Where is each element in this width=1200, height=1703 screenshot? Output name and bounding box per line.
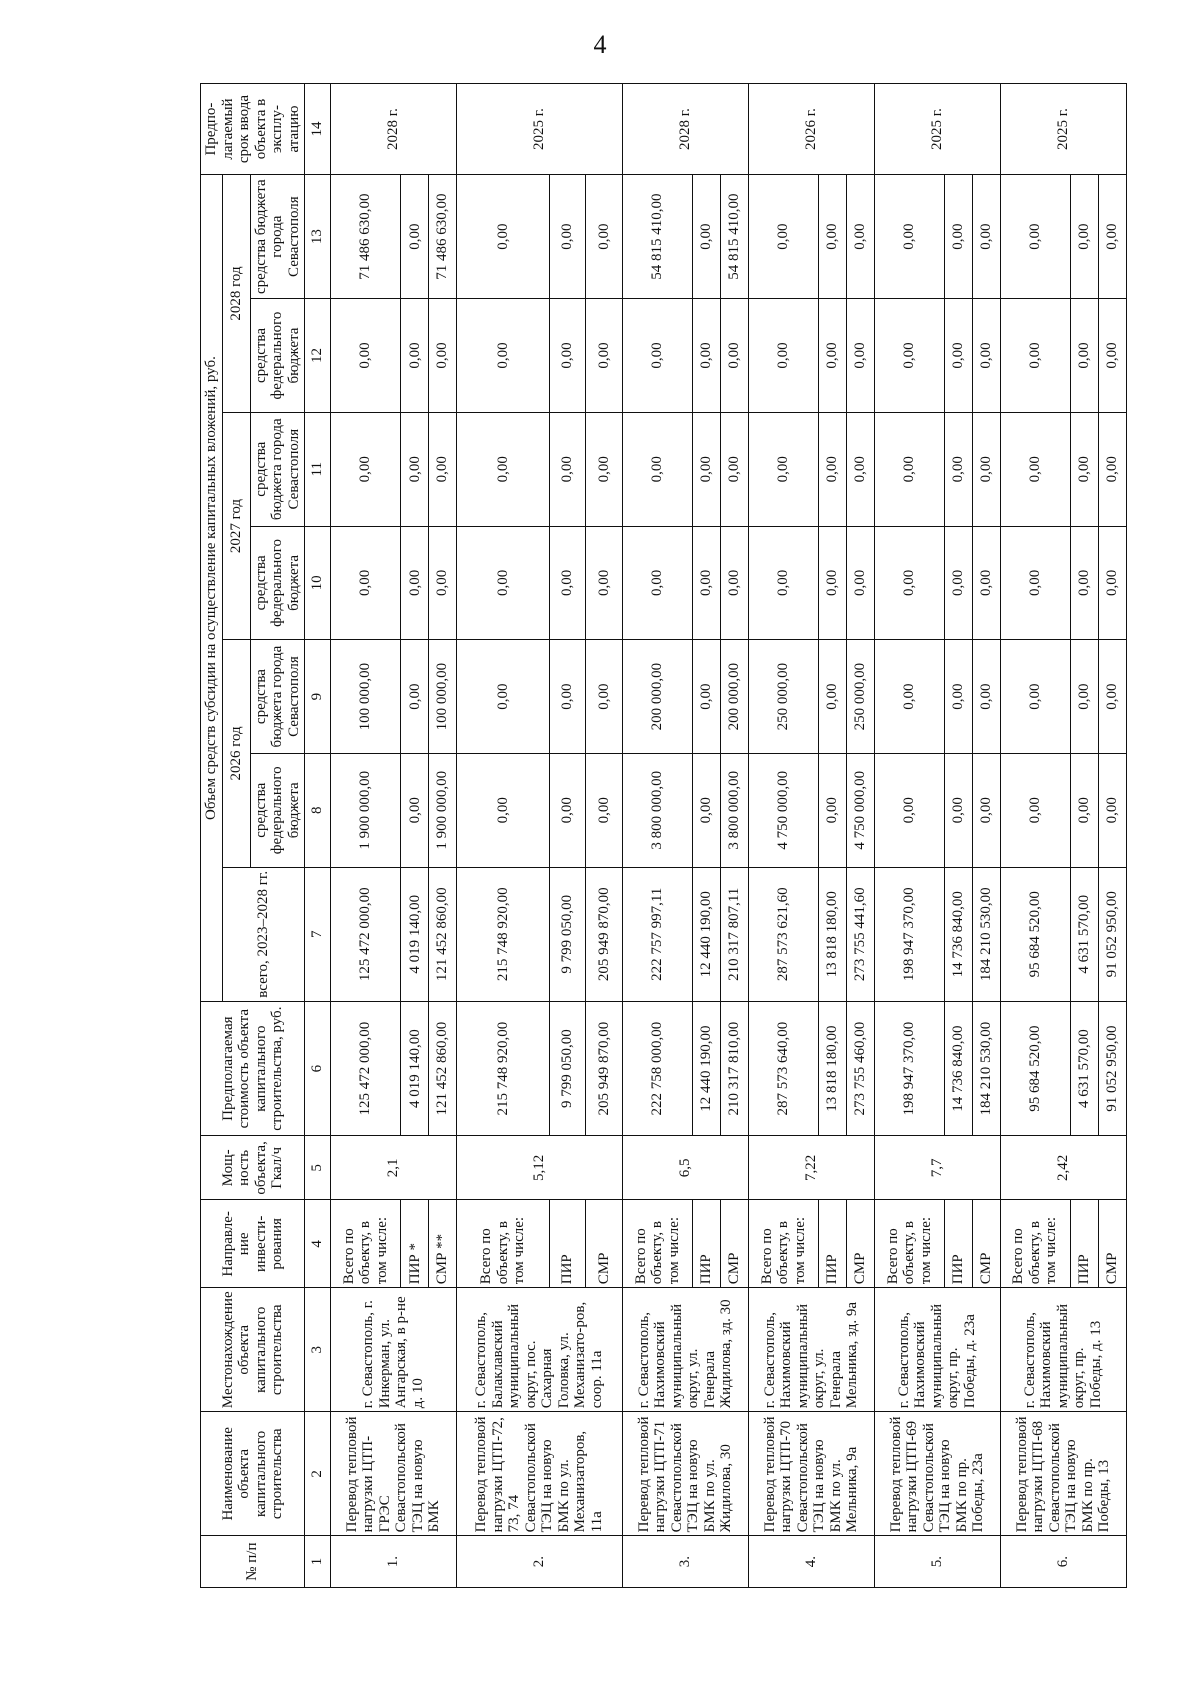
investment-direction-cell: Всего по объекту, в том числе: bbox=[748, 1200, 818, 1288]
table-row bbox=[622, 84, 692, 1588]
header-num: № п/п bbox=[201, 1536, 305, 1588]
object-number-cell: 2. bbox=[456, 1536, 622, 1588]
object-location-cell: г. Севастополь, Нахимовский муниципальный округ, ул. Генерала Жидилова, зд. 30 bbox=[622, 1288, 748, 1412]
investment-direction-cell: Всего по объекту, в том числе: bbox=[1000, 1200, 1070, 1288]
city-2027-cell: 0,00 bbox=[549, 412, 586, 526]
cost-cell: 198 947 370,00 bbox=[874, 1001, 944, 1135]
fed-2027-cell: 0,00 bbox=[1070, 526, 1098, 640]
total-cell: 4 019 140,00 bbox=[401, 867, 429, 1001]
city-2027-cell: 0,00 bbox=[1098, 412, 1126, 526]
capital-investment-table bbox=[200, 83, 1127, 1588]
city-2026-cell: 250 000,00 bbox=[846, 640, 874, 754]
header-fed-2026: средства федерального бюджета bbox=[250, 753, 305, 867]
city-2028-cell: 54 815 410,00 bbox=[720, 175, 748, 299]
commissioning-term-cell: 2028 г. bbox=[331, 84, 457, 175]
city-2026-cell: 0,00 bbox=[586, 640, 623, 754]
col-index: 9 bbox=[305, 640, 331, 754]
investment-direction-cell: ПИР bbox=[944, 1200, 972, 1288]
fed-2026-cell: 1 900 000,00 bbox=[429, 753, 457, 867]
object-power-cell: 2,1 bbox=[331, 1136, 457, 1200]
object-power-cell: 6,5 bbox=[622, 1136, 748, 1200]
city-2027-cell: 0,00 bbox=[819, 412, 847, 526]
header-year-2028: 2028 год bbox=[222, 175, 250, 413]
commissioning-term-cell: 2025 г. bbox=[1000, 84, 1126, 175]
fed-2028-cell: 0,00 bbox=[429, 299, 457, 413]
city-2026-cell: 200 000,00 bbox=[720, 640, 748, 754]
header-city-2028: средства бюджета города Севастополя bbox=[250, 175, 305, 299]
city-2027-cell: 0,00 bbox=[693, 412, 721, 526]
city-2026-cell: 0,00 bbox=[693, 640, 721, 754]
total-cell: 198 947 370,00 bbox=[874, 867, 944, 1001]
fed-2026-cell: 0,00 bbox=[1098, 753, 1126, 867]
fed-2028-cell: 0,00 bbox=[331, 299, 401, 413]
col-index: 4 bbox=[305, 1200, 331, 1288]
table-rotated-wrapper bbox=[200, 83, 1120, 1588]
fed-2026-cell: 0,00 bbox=[972, 753, 1000, 867]
object-number-cell: 1. bbox=[331, 1536, 457, 1588]
col-index: 11 bbox=[305, 412, 331, 526]
total-cell: 273 755 441,60 bbox=[846, 867, 874, 1001]
total-cell: 184 210 530,00 bbox=[972, 867, 1000, 1001]
total-cell: 9 799 050,00 bbox=[549, 867, 586, 1001]
col-index: 7 bbox=[305, 867, 331, 1001]
fed-2026-cell: 0,00 bbox=[1000, 753, 1070, 867]
fed-2027-cell: 0,00 bbox=[331, 526, 401, 640]
fed-2026-cell: 0,00 bbox=[693, 753, 721, 867]
total-cell: 91 052 950,00 bbox=[1098, 867, 1126, 1001]
city-2026-cell: 250 000,00 bbox=[748, 640, 818, 754]
fed-2027-cell: 0,00 bbox=[819, 526, 847, 640]
city-2027-cell: 0,00 bbox=[972, 412, 1000, 526]
cost-cell: 125 472 000,00 bbox=[331, 1001, 401, 1135]
object-name-cell: Перевод тепловой нагрузки ЦТП-69 Севастопольской ТЭЦ на новую БМК по пр. Победы, 23а bbox=[874, 1412, 1000, 1536]
total-cell: 222 757 997,11 bbox=[622, 867, 692, 1001]
fed-2027-cell: 0,00 bbox=[846, 526, 874, 640]
table-row bbox=[874, 84, 944, 1588]
object-name-cell: Перевод тепловой нагрузки ЦТП-ГРЭС Севастопольской ТЭЦ на новую БМК bbox=[331, 1412, 457, 1536]
fed-2027-cell: 0,00 bbox=[748, 526, 818, 640]
city-2027-cell: 0,00 bbox=[456, 412, 549, 526]
header-location: Местонахождение объекта капитального строительства bbox=[201, 1288, 305, 1412]
city-2027-cell: 0,00 bbox=[748, 412, 818, 526]
fed-2028-cell: 0,00 bbox=[1098, 299, 1126, 413]
header-fed-2027: средства федерального бюджета bbox=[250, 526, 305, 640]
city-2028-cell: 0,00 bbox=[1070, 175, 1098, 299]
fed-2027-cell: 0,00 bbox=[944, 526, 972, 640]
fed-2027-cell: 0,00 bbox=[456, 526, 549, 640]
commissioning-term-cell: 2026 г. bbox=[748, 84, 874, 175]
city-2028-cell: 0,00 bbox=[586, 175, 623, 299]
fed-2027-cell: 0,00 bbox=[972, 526, 1000, 640]
total-cell: 13 818 180,00 bbox=[819, 867, 847, 1001]
city-2027-cell: 0,00 bbox=[622, 412, 692, 526]
object-name-cell: Перевод тепловой нагрузки ЦТП-71 Севастопольской ТЭЦ на новую БМК по ул. Жидилова, 30 bbox=[622, 1412, 748, 1536]
investment-direction-cell: ПИР bbox=[1070, 1200, 1098, 1288]
header-city-2026: средства бюджета города Севастополя bbox=[250, 640, 305, 754]
city-2028-cell: 0,00 bbox=[819, 175, 847, 299]
total-cell: 210 317 807,11 bbox=[720, 867, 748, 1001]
fed-2028-cell: 0,00 bbox=[972, 299, 1000, 413]
fed-2026-cell: 1 900 000,00 bbox=[331, 753, 401, 867]
fed-2028-cell: 0,00 bbox=[401, 299, 429, 413]
total-cell: 12 440 190,00 bbox=[693, 867, 721, 1001]
cost-cell: 205 949 870,00 bbox=[586, 1001, 623, 1135]
object-location-cell: г. Севастополь, Нахимовский муниципальный округ, пр. Победы, д. 13 bbox=[1000, 1288, 1126, 1412]
cost-cell: 13 818 180,00 bbox=[819, 1001, 847, 1135]
city-2028-cell: 0,00 bbox=[748, 175, 818, 299]
commissioning-term-cell: 2025 г. bbox=[456, 84, 622, 175]
total-cell: 125 472 000,00 bbox=[331, 867, 401, 1001]
cost-cell: 210 317 810,00 bbox=[720, 1001, 748, 1135]
city-2026-cell: 0,00 bbox=[874, 640, 944, 754]
object-location-cell: г. Севастополь, г. Инкерман, ул. Ангарская, в р-не д. 10 bbox=[331, 1288, 457, 1412]
city-2028-cell: 71 486 630,00 bbox=[429, 175, 457, 299]
header-term: Предпо-лагаемый срок ввода объекта в эксплу-атацию bbox=[201, 84, 305, 175]
city-2026-cell: 0,00 bbox=[1098, 640, 1126, 754]
col-index: 6 bbox=[305, 1001, 331, 1135]
cost-cell: 14 736 840,00 bbox=[944, 1001, 972, 1135]
cost-cell: 4 631 570,00 bbox=[1070, 1001, 1098, 1135]
city-2028-cell: 0,00 bbox=[846, 175, 874, 299]
investment-direction-cell: Всего по объекту, в том числе: bbox=[874, 1200, 944, 1288]
header-cost: Предполагаемая стоимость объекта капитального строительства, руб. bbox=[201, 1001, 305, 1135]
fed-2027-cell: 0,00 bbox=[549, 526, 586, 640]
investment-direction-cell: СМР ** bbox=[429, 1200, 457, 1288]
city-2026-cell: 0,00 bbox=[456, 640, 549, 754]
city-2027-cell: 0,00 bbox=[944, 412, 972, 526]
fed-2028-cell: 0,00 bbox=[944, 299, 972, 413]
fed-2026-cell: 3 800 000,00 bbox=[720, 753, 748, 867]
city-2028-cell: 54 815 410,00 bbox=[622, 175, 692, 299]
col-index: 8 bbox=[305, 753, 331, 867]
fed-2026-cell: 0,00 bbox=[1070, 753, 1098, 867]
fed-2028-cell: 0,00 bbox=[622, 299, 692, 413]
col-index: 3 bbox=[305, 1288, 331, 1412]
col-index: 12 bbox=[305, 299, 331, 413]
cost-cell: 273 755 460,00 bbox=[846, 1001, 874, 1135]
fed-2027-cell: 0,00 bbox=[1000, 526, 1070, 640]
total-cell: 287 573 621,60 bbox=[748, 867, 818, 1001]
fed-2028-cell: 0,00 bbox=[693, 299, 721, 413]
city-2028-cell: 0,00 bbox=[1098, 175, 1126, 299]
city-2026-cell: 0,00 bbox=[401, 640, 429, 754]
city-2028-cell: 0,00 bbox=[693, 175, 721, 299]
object-power-cell: 7,22 bbox=[748, 1136, 874, 1200]
total-cell: 4 631 570,00 bbox=[1070, 867, 1098, 1001]
commissioning-term-cell: 2028 г. bbox=[622, 84, 748, 175]
fed-2027-cell: 0,00 bbox=[622, 526, 692, 640]
header-year-2027: 2027 год bbox=[222, 412, 250, 639]
object-name-cell: Перевод тепловой нагрузки ЦТП-68 Севастопольской ТЭЦ на новую БМК по пр. Победы, 13 bbox=[1000, 1412, 1126, 1536]
fed-2028-cell: 0,00 bbox=[456, 299, 549, 413]
city-2026-cell: 100 000,00 bbox=[331, 640, 401, 754]
fed-2028-cell: 0,00 bbox=[846, 299, 874, 413]
investment-direction-cell: СМР bbox=[846, 1200, 874, 1288]
commissioning-term-cell: 2025 г. bbox=[874, 84, 1000, 175]
total-cell: 95 684 520,00 bbox=[1000, 867, 1070, 1001]
investment-direction-cell: СМР bbox=[972, 1200, 1000, 1288]
cost-cell: 222 758 000,00 bbox=[622, 1001, 692, 1135]
header-fed-2028: средства федерального бюджета bbox=[250, 299, 305, 413]
header-year-2026: 2026 год bbox=[222, 640, 250, 867]
object-name-cell: Перевод тепловой нагрузки ЦТП-70 Севастопольской ТЭЦ на новую БМК по ул. Мельника, 9а bbox=[748, 1412, 874, 1536]
investment-direction-cell: СМР bbox=[720, 1200, 748, 1288]
city-2027-cell: 0,00 bbox=[401, 412, 429, 526]
header-volume: Объем средств субсидии на осуществление капитальных вложений, руб. bbox=[201, 175, 223, 1002]
city-2028-cell: 0,00 bbox=[1000, 175, 1070, 299]
col-index: 13 bbox=[305, 175, 331, 299]
investment-direction-cell: ПИР bbox=[549, 1200, 586, 1288]
city-2028-cell: 0,00 bbox=[456, 175, 549, 299]
col-index: 1 bbox=[305, 1536, 331, 1588]
city-2027-cell: 0,00 bbox=[586, 412, 623, 526]
city-2027-cell: 0,00 bbox=[846, 412, 874, 526]
total-cell: 205 949 870,00 bbox=[586, 867, 623, 1001]
object-power-cell: 2,42 bbox=[1000, 1136, 1126, 1200]
fed-2027-cell: 0,00 bbox=[429, 526, 457, 640]
city-2028-cell: 0,00 bbox=[874, 175, 944, 299]
city-2026-cell: 0,00 bbox=[1000, 640, 1070, 754]
investment-direction-cell: СМР bbox=[1098, 1200, 1126, 1288]
cost-cell: 121 452 860,00 bbox=[429, 1001, 457, 1135]
cost-cell: 287 573 640,00 bbox=[748, 1001, 818, 1135]
header-total: всего, 2023–2028 гг. bbox=[222, 867, 305, 1001]
column-index-row bbox=[305, 84, 331, 1588]
object-location-cell: г. Севастополь, Нахимовский муниципальный округ, пр. Победы, д. 23а bbox=[874, 1288, 1000, 1412]
city-2026-cell: 0,00 bbox=[944, 640, 972, 754]
fed-2027-cell: 0,00 bbox=[1098, 526, 1126, 640]
city-2026-cell: 0,00 bbox=[819, 640, 847, 754]
city-2026-cell: 200 000,00 bbox=[622, 640, 692, 754]
city-2026-cell: 0,00 bbox=[549, 640, 586, 754]
total-cell: 215 748 920,00 bbox=[456, 867, 549, 1001]
cost-cell: 12 440 190,00 bbox=[693, 1001, 721, 1135]
city-2027-cell: 0,00 bbox=[331, 412, 401, 526]
investment-direction-cell: ПИР * bbox=[401, 1200, 429, 1288]
table-row bbox=[748, 84, 818, 1588]
fed-2027-cell: 0,00 bbox=[401, 526, 429, 640]
fed-2026-cell: 0,00 bbox=[456, 753, 549, 867]
fed-2026-cell: 0,00 bbox=[586, 753, 623, 867]
page-number: 4 bbox=[593, 30, 607, 59]
cost-cell: 95 684 520,00 bbox=[1000, 1001, 1070, 1135]
city-2027-cell: 0,00 bbox=[874, 412, 944, 526]
header-power: Мощ-ность объекта, Гкал/ч bbox=[201, 1136, 305, 1200]
fed-2026-cell: 0,00 bbox=[944, 753, 972, 867]
table-row bbox=[331, 84, 401, 1588]
fed-2027-cell: 0,00 bbox=[720, 526, 748, 640]
cost-cell: 215 748 920,00 bbox=[456, 1001, 549, 1135]
fed-2028-cell: 0,00 bbox=[1070, 299, 1098, 413]
fed-2026-cell: 0,00 bbox=[819, 753, 847, 867]
fed-2026-cell: 3 800 000,00 bbox=[622, 753, 692, 867]
city-2026-cell: 100 000,00 bbox=[429, 640, 457, 754]
fed-2026-cell: 0,00 bbox=[549, 753, 586, 867]
fed-2028-cell: 0,00 bbox=[720, 299, 748, 413]
object-number-cell: 4. bbox=[748, 1536, 874, 1588]
cost-cell: 4 019 140,00 bbox=[401, 1001, 429, 1135]
investment-direction-cell: СМР bbox=[586, 1200, 623, 1288]
investment-direction-cell: Всего по объекту, в том числе: bbox=[456, 1200, 549, 1288]
col-index: 14 bbox=[305, 84, 331, 175]
city-2026-cell: 0,00 bbox=[972, 640, 1000, 754]
investment-direction-cell: ПИР bbox=[693, 1200, 721, 1288]
city-2027-cell: 0,00 bbox=[1000, 412, 1070, 526]
fed-2026-cell: 4 750 000,00 bbox=[748, 753, 818, 867]
header-city-2027: средства бюджета города Севастополя bbox=[250, 412, 305, 526]
object-location-cell: г. Севастополь, Балаклавский муниципальный округ, пос. Сахарная Головка, ул. Механизато-ров, соор. 11а bbox=[456, 1288, 622, 1412]
object-name-cell: Перевод тепловой нагрузки ЦТП-72, 73, 74 Севастопольской ТЭЦ на новую БМК по ул. Механизаторов, 11а bbox=[456, 1412, 622, 1536]
city-2028-cell: 0,00 bbox=[944, 175, 972, 299]
city-2028-cell: 0,00 bbox=[972, 175, 1000, 299]
fed-2027-cell: 0,00 bbox=[874, 526, 944, 640]
fed-2028-cell: 0,00 bbox=[549, 299, 586, 413]
object-power-cell: 7,7 bbox=[874, 1136, 1000, 1200]
fed-2028-cell: 0,00 bbox=[874, 299, 944, 413]
fed-2028-cell: 0,00 bbox=[1000, 299, 1070, 413]
cost-cell: 184 210 530,00 bbox=[972, 1001, 1000, 1135]
object-number-cell: 5. bbox=[874, 1536, 1000, 1588]
city-2027-cell: 0,00 bbox=[429, 412, 457, 526]
total-cell: 121 452 860,00 bbox=[429, 867, 457, 1001]
object-location-cell: г. Севастополь, Нахимовский муниципальный округ, ул. Генерала Мельника, зд. 9а bbox=[748, 1288, 874, 1412]
investment-direction-cell: Всего по объекту, в том числе: bbox=[331, 1200, 401, 1288]
cost-cell: 91 052 950,00 bbox=[1098, 1001, 1126, 1135]
fed-2026-cell: 0,00 bbox=[874, 753, 944, 867]
city-2028-cell: 0,00 bbox=[401, 175, 429, 299]
header-direction: Направле-ние инвести-рования bbox=[201, 1200, 305, 1288]
fed-2028-cell: 0,00 bbox=[819, 299, 847, 413]
total-cell: 14 736 840,00 bbox=[944, 867, 972, 1001]
object-number-cell: 3. bbox=[622, 1536, 748, 1588]
fed-2027-cell: 0,00 bbox=[586, 526, 623, 640]
col-index: 10 bbox=[305, 526, 331, 640]
header-object-name: Наименование объекта капитального строительства bbox=[201, 1412, 305, 1536]
table-row bbox=[1000, 84, 1070, 1588]
fed-2028-cell: 0,00 bbox=[748, 299, 818, 413]
table-row bbox=[456, 84, 549, 1588]
object-power-cell: 5,12 bbox=[456, 1136, 622, 1200]
city-2027-cell: 0,00 bbox=[720, 412, 748, 526]
fed-2028-cell: 0,00 bbox=[586, 299, 623, 413]
fed-2026-cell: 0,00 bbox=[401, 753, 429, 867]
cost-cell: 9 799 050,00 bbox=[549, 1001, 586, 1135]
city-2028-cell: 0,00 bbox=[549, 175, 586, 299]
city-2028-cell: 71 486 630,00 bbox=[331, 175, 401, 299]
investment-direction-cell: Всего по объекту, в том числе: bbox=[622, 1200, 692, 1288]
city-2026-cell: 0,00 bbox=[1070, 640, 1098, 754]
col-index: 2 bbox=[305, 1412, 331, 1536]
col-index: 5 bbox=[305, 1136, 331, 1200]
investment-direction-cell: ПИР bbox=[819, 1200, 847, 1288]
object-number-cell: 6. bbox=[1000, 1536, 1126, 1588]
fed-2027-cell: 0,00 bbox=[693, 526, 721, 640]
fed-2026-cell: 4 750 000,00 bbox=[846, 753, 874, 867]
city-2027-cell: 0,00 bbox=[1070, 412, 1098, 526]
